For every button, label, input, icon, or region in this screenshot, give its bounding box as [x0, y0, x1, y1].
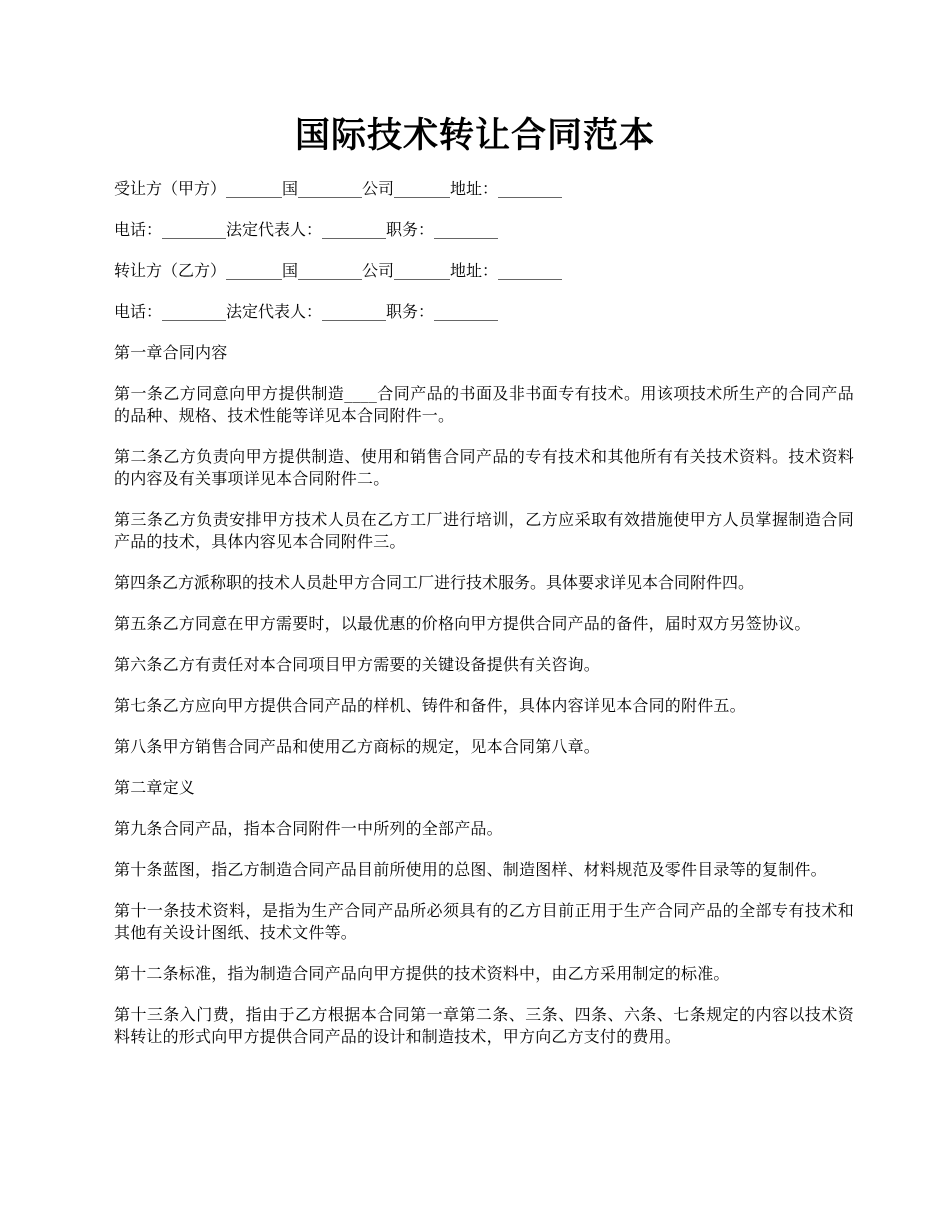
clause-paragraph: 第十一条技术资料，是指为生产合同产品所必须具有的乙方目前正用于生产合同产品的全部专有技术和其他有关设计图纸、技术文件等。 [114, 901, 854, 942]
clause-paragraph: 第四条乙方派称职的技术人员赴甲方合同工厂进行技术服务。具体要求详见本合同附件四。 [114, 573, 755, 592]
clause-paragraph: 第八条甲方销售合同产品和使用乙方商标的规定，见本合同第八章。 [114, 737, 601, 756]
chapter-heading: 第一章合同内容 [114, 343, 228, 362]
transferee-contact-line: 电话：________法定代表人：________职务：________ [114, 220, 499, 239]
clause-paragraph: 第三条乙方负责安排甲方技术人员在乙方工厂进行培训，乙方应采取有效措施使甲方人员掌握制造合同产品的技术，具体内容见本合同附件三。 [114, 510, 854, 551]
transferee-line: 受让方（甲方）_______国________公司_______地址：________ [114, 179, 563, 198]
transferor-line: 转让方（乙方）_______国________公司_______地址：________ [114, 261, 563, 280]
clause-paragraph: 第六条乙方有责任对本合同项目甲方需要的关键设备提供有关咨询。 [114, 655, 601, 674]
clause-paragraph: 第十三条入门费，指由于乙方根据本合同第一章第二条、三条、四条、六条、七条规定的内容以技术资料转让的形式向甲方提供合同产品的设计和制造技术，甲方向乙方支付的费用。 [114, 1005, 854, 1046]
chapter-heading: 第二章定义 [114, 778, 196, 797]
clause-paragraph: 第二条乙方负责向甲方提供制造、使用和销售合同产品的专有技术和其他所有有关技术资料。技术资料的内容及有关事项详见本合同附件二。 [114, 447, 854, 488]
clause-paragraph: 第五条乙方同意在甲方需要时，以最优惠的价格向甲方提供合同产品的备件，届时双方另签协议。 [114, 614, 811, 633]
clause-paragraph: 第十二条标准，指为制造合同产品向甲方提供的技术资料中，由乙方采用制定的标准。 [114, 964, 730, 983]
document-title: 国际技术转让合同范本 [294, 115, 655, 156]
document-body [114, 178, 854, 1067]
transferor-contact-line: 电话：________法定代表人：________职务：________ [114, 302, 499, 321]
clause-paragraph: 第一条乙方同意向甲方提供制造____合同产品的书面及非书面专有技术。用该项技术所生产的合同产品的品种、规格、技术性能等详见本合同附件一。 [114, 384, 854, 425]
clause-paragraph: 第七条乙方应向甲方提供合同产品的样机、铸件和备件，具体内容详见本合同的附件五。 [114, 696, 746, 715]
clause-paragraph: 第十条蓝图，指乙方制造合同产品目前所使用的总图、制造图样、材料规范及零件目录等的复制件。 [114, 860, 827, 879]
clause-paragraph: 第九条合同产品，指本合同附件一中所列的全部产品。 [114, 819, 503, 838]
